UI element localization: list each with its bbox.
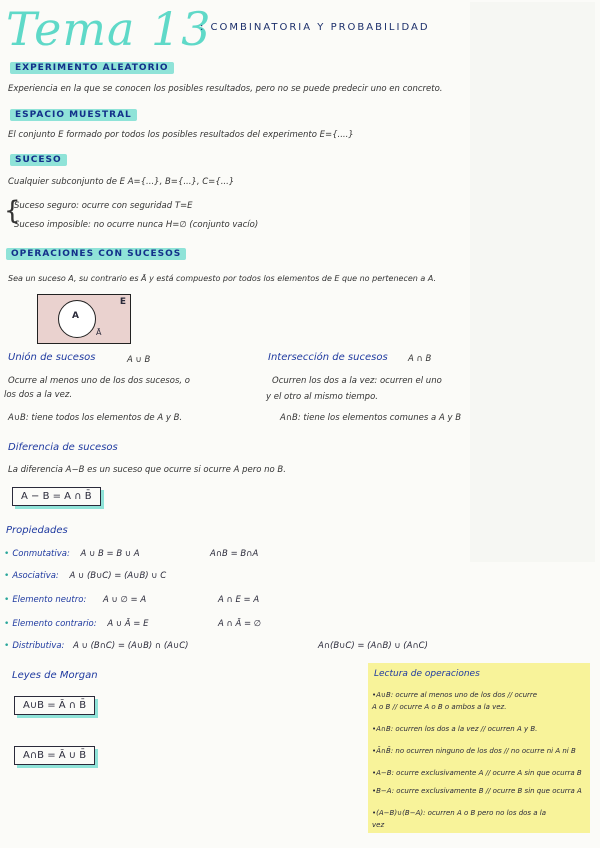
lectura-heading: Lectura de operaciones (374, 669, 480, 679)
text-espacio: El conjunto E formado por todos los posibles resultados del experimento E={....} (8, 130, 354, 140)
heading-experimento: EXPERIMENTO ALEATORIO (10, 62, 174, 74)
prop-neutro-right: A ∩ E = A (218, 595, 260, 605)
prop-left: A ∪ (B∪C) = (A∪B) ∪ C (69, 571, 167, 581)
text-diferencia: La diferencia A−B es un suceso que ocurre si ocurre A pero no B. (8, 465, 286, 475)
morgan-law-1: A∪B = Ā ∩ B̄ (14, 696, 95, 715)
heading-interseccion: Intersección de sucesos (268, 352, 388, 363)
text-interseccion-3: A∩B: tiene los elementos comunes a A y B (280, 413, 462, 423)
heading-diferencia: Diferencia de sucesos (8, 442, 118, 453)
prop-left: A ∪ (B∩C) = (A∪B) ∩ (A∪C) (73, 641, 189, 651)
bullet-icon: • (4, 549, 10, 559)
prop-contrario-right: A ∩ Ā = ∅ (218, 619, 262, 629)
prop-asociativa (4, 571, 166, 581)
page-title: Tema 13 (6, 2, 212, 56)
text-suceso-imposible: Suceso imposible: no ocurre nunca H=∅ (conjunto vacío) (14, 220, 259, 230)
heading-suceso: SUCESO (10, 154, 67, 166)
bullet-icon: • (4, 595, 10, 605)
text-interseccion-2: y el otro al mismo tiempo. (266, 392, 378, 402)
prop-conmutativa (4, 549, 140, 559)
lectura-item: •A−B: ocurre exclusivamente A // ocurre A sin que ocurra B (372, 769, 582, 777)
prop-label: Distributiva: (12, 641, 65, 651)
prop-label: Elemento neutro: (12, 595, 87, 605)
lectura-note (368, 663, 590, 833)
text-union-1: Ocurre al menos uno de los dos sucesos, o (8, 376, 190, 386)
lectura-item: vez (372, 821, 385, 829)
text-interseccion-1: Ocurren los dos a la vez: ocurren el uno (272, 376, 442, 386)
prop-distributiva (4, 641, 188, 651)
prop-neutro (4, 595, 146, 605)
morgan-law-2: A∩B = Ā ∪ B̄ (14, 746, 95, 765)
prop-distributiva-right: A∩(B∪C) = (A∩B) ∪ (A∩C) (318, 641, 428, 651)
union-symbol: A ∪ B (127, 355, 151, 365)
heading-union: Unión de sucesos (8, 352, 96, 363)
venn-label-A: A (72, 311, 79, 321)
text-union-2: los dos a la vez. (4, 390, 73, 400)
prop-label: Elemento contrario: (12, 619, 97, 629)
venn-circle-A (58, 300, 96, 338)
text-operaciones: Sea un suceso A, su contrario es Ā y está compuesto por todos los elementos de E que no pertenecen a A. (8, 274, 437, 283)
heading-morgan: Leyes de Morgan (12, 670, 98, 681)
prop-label: Asociativa: (12, 571, 59, 581)
interseccion-symbol: A ∩ B (408, 354, 432, 364)
bleed-through-decoration (470, 2, 595, 562)
heading-espacio: ESPACIO MUESTRAL (10, 109, 137, 121)
bullet-icon: • (4, 571, 10, 581)
formula-diferencia: A − B = A ∩ B̄ (12, 487, 101, 506)
text-union-3: A∪B: tiene todos los elementos de A y B. (8, 413, 183, 423)
prop-left: A ∪ B = B ∪ A (80, 549, 140, 559)
lectura-item: •Ā∩B̄: no ocurren ninguno de los dos // no ocurre ni A ni B (372, 747, 576, 755)
venn-label-E: E (119, 297, 126, 307)
prop-left: A ∪ Ā = E (107, 619, 149, 629)
prop-conmutativa-right: A∩B = B∩A (210, 549, 259, 559)
prop-label: Conmutativa: (12, 549, 70, 559)
text-suceso: Cualquier subconjunto de E A={...}, B={...}, C={...} (8, 177, 235, 187)
venn-label-Abar: Ā (96, 328, 102, 337)
prop-left: A ∪ ∅ = A (103, 595, 147, 605)
lectura-item: •A∪B: ocurre al menos uno de los dos // ocurre (372, 691, 538, 699)
venn-diagram (37, 294, 131, 344)
page-subtitle: : COMBINATORIA Y PROBABILIDAD (200, 22, 430, 33)
text-experimento: Experiencia en la que se conocen los posibles resultados, pero no se puede predecir uno en concreto. (8, 84, 443, 94)
bullet-icon: • (4, 619, 10, 629)
lectura-item: •A∩B: ocurren los dos a la vez // ocurren A y B. (372, 725, 538, 733)
brace: { (4, 196, 21, 226)
heading-operaciones: OPERACIONES CON SUCESOS (6, 248, 186, 260)
lectura-item: A o B // ocurre A o B o ambos a la vez. (372, 703, 507, 711)
lectura-item: •B−A: ocurre exclusivamente B // ocurre B sin que ocurra A (372, 787, 582, 795)
text-suceso-seguro: Suceso seguro: ocurre con seguridad T=E (14, 201, 193, 211)
bullet-icon: • (4, 641, 10, 651)
lectura-item: •(A−B)∪(B−A): ocurren A o B pero no los dos a la (372, 809, 547, 817)
heading-propiedades: Propiedades (6, 525, 68, 536)
prop-contrario (4, 619, 148, 629)
